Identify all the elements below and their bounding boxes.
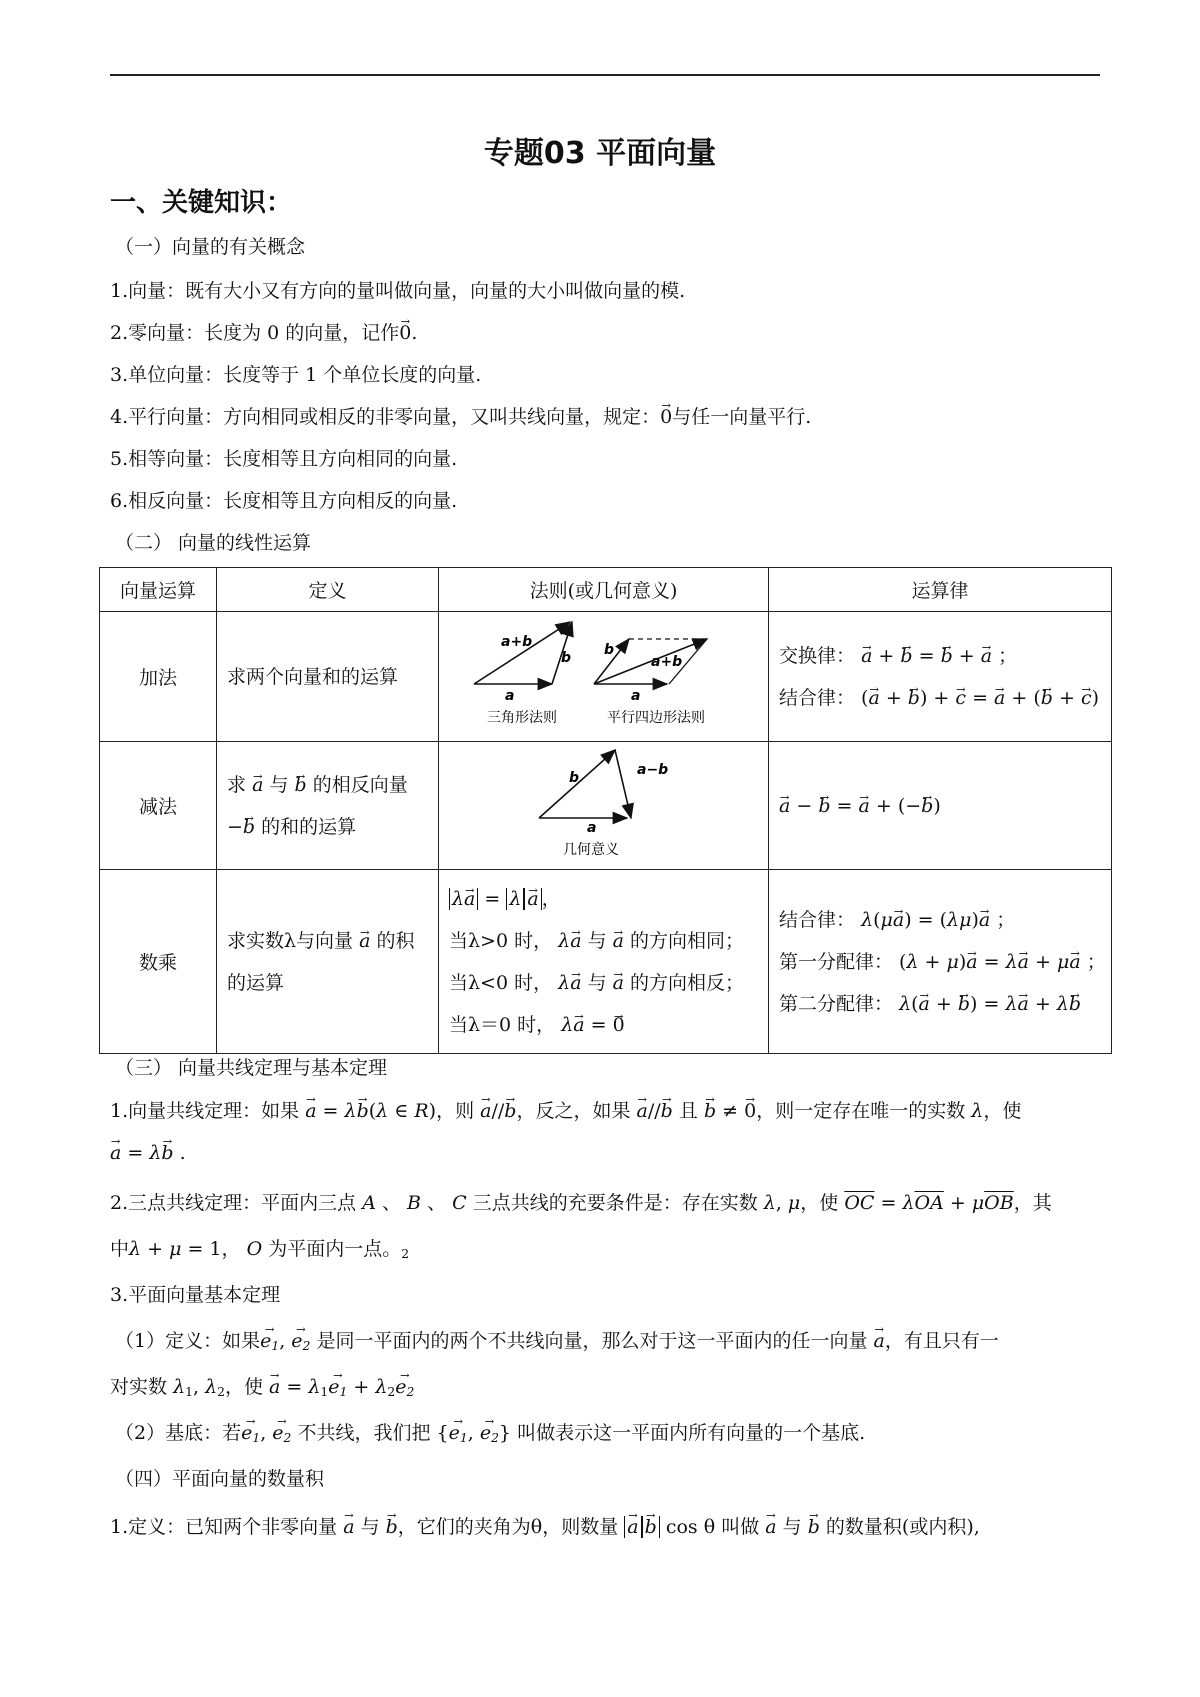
table-header: 运算律 xyxy=(769,568,1112,612)
label-a: a xyxy=(505,688,515,704)
three-point-theorem: 2.三点共线定理：平面内三点 A 、 B 、 C 三点共线的充要条件是：存在实数 λ, μ，使 $\overline{OC} = \lambda\overline{OA} + \mu\overline{OB}$，其 xyxy=(110,1192,1052,1214)
three-point-theorem-cont: 中λ + μ = 1， O 为平面内一点。$_2$ xyxy=(110,1238,410,1262)
concept-item-3: 3.单位向量：长度等于 1 个单位长度的向量. xyxy=(110,364,482,386)
table-header-row xyxy=(100,568,1112,612)
op-definition: 求 → a 与 → b 的相反向量 −→ b 的和的运算 xyxy=(217,742,439,870)
table-row-addition xyxy=(100,612,1112,742)
concepts-title: （一）向量的有关概念 xyxy=(115,236,306,258)
linear-title: （二） 向量的线性运算 xyxy=(115,532,312,554)
collinear-theorem: 1.向量共线定理：如果 → a = λ→ b(λ ∈ R)，则 → a//→ b，反之，如果 → a//→ b 且 → b ≠ → 0，则一定存在唯一的实数 λ，使 xyxy=(110,1096,1021,1123)
associative-law: 结合律： (→ a + → b) + → c = → a + (→ b + → c) xyxy=(779,677,1111,719)
concept-item-6: 6.相反向量：长度相等且方向相反的向量. xyxy=(110,490,458,512)
concept-item-1: 1.向量：既有大小又有方向的量叫做向量，向量的大小叫做向量的模. xyxy=(110,280,686,302)
linear-operations-table xyxy=(99,567,1112,1054)
dot-title: （四）平面向量的数量积 xyxy=(115,1468,325,1490)
addition-figures xyxy=(439,612,769,742)
op-name: 减法 xyxy=(100,742,217,870)
label-b: b xyxy=(604,642,615,658)
first-distributive-law: 第一分配律： (λ + μ)→ a = λ→ a + μ→ a ； xyxy=(779,941,1111,983)
scalar-associative-law: 结合律： λ(μ→ a) = (λμ)→ a ； xyxy=(779,899,1111,941)
scalar-magnitude-rule: λ→ a = λ → a ， xyxy=(449,878,768,920)
scalar-rules xyxy=(439,870,769,1054)
basis-base: （2）基底：若→ $e_1$, → $e_2$ 不共线，我们把 {→ $e_1$, → $e_2$} 叫做表示这一平面内所有向量的一个基底. xyxy=(115,1418,865,1445)
parallelogram-rule-caption: 平行四边形法则 xyxy=(607,710,705,726)
basis-definition: （1）定义：如果→ $e_1$, → $e_2$ 是同一平面内的两个不共线向量，那么对于这一平面内的任一向量 → a，有且只有一 xyxy=(115,1326,999,1353)
basis-theorem-title: 3.平面向量基本定理 xyxy=(110,1284,281,1306)
label-a-plus-b: a+b xyxy=(501,634,533,650)
table-row-subtraction xyxy=(100,742,1112,870)
label-a: a xyxy=(631,688,641,704)
second-distributive-law: 第二分配律： λ(→ a + → b) = λ→ a + λ→ b xyxy=(779,983,1111,1025)
basis-definition-cont: 对实数 $\lambda_1$, $\lambda_2$，使 → $a = \lambda_1\to e_1 + \lambda_2\to e_2$ xyxy=(110,1372,414,1399)
scalar-zero-rule: 当λ＝0 时， λ→ a = → 0 xyxy=(449,1004,768,1046)
section-heading: 一、关键知识： xyxy=(110,188,293,218)
label-a-plus-b: a+b xyxy=(651,654,683,670)
concept-item-2: 2.零向量：长度为 0 的向量，记作→ 0. xyxy=(110,318,417,345)
subtraction-figure xyxy=(439,742,769,870)
theorems-title: （三） 向量共线定理与基本定理 xyxy=(115,1057,388,1079)
label-b: b xyxy=(561,650,572,666)
op-definition: 求实数λ与向量 → a 的积 的运算 xyxy=(217,870,439,1054)
table-row-scalar xyxy=(100,870,1112,1054)
op-name: 数乘 xyxy=(100,870,217,1054)
addition-laws xyxy=(769,612,1112,742)
scalar-negative-rule: 当λ<0 时， λ→ a 与 → a 的方向相反； xyxy=(449,962,768,1004)
label-b: b xyxy=(569,770,580,786)
concept-item-5: 5.相等向量：长度相等且方向相同的向量. xyxy=(110,448,458,470)
table-header: 定义 xyxy=(217,568,439,612)
page-title: 专题03 平面向量 xyxy=(483,136,717,171)
table-header: 向量运算 xyxy=(100,568,217,612)
collinear-theorem-cont: → a = λ→ b . xyxy=(110,1142,186,1164)
dot-definition: 1.定义：已知两个非零向量 → a 与 → b，它们的夹角为θ，则数量 → a → b cos θ 叫做 → a 与 → b 的数量积(或内积), xyxy=(110,1512,980,1539)
subtraction-caption: 几何意义 xyxy=(563,842,619,858)
table-header: 法则(或几何意义) xyxy=(439,568,769,612)
subtraction-diagram xyxy=(439,742,769,864)
triangle-rule-diagram xyxy=(474,622,572,726)
header-rule xyxy=(110,74,1100,76)
triangle-rule-caption: 三角形法则 xyxy=(487,710,557,726)
label-a: a xyxy=(587,820,597,836)
op-definition: 求两个向量和的运算 xyxy=(217,612,439,742)
subtraction-law: → a − → b = → a + (−→ b) xyxy=(769,742,1112,870)
commutative-law: 交换律： → a + → b = → b + → a ； xyxy=(779,635,1111,677)
label-a-minus-b: a−b xyxy=(637,762,669,778)
op-name: 加法 xyxy=(100,612,217,742)
concept-item-4: 4.平行向量：方向相同或相反的非零向量，又叫共线向量，规定：→ 0与任一向量平行. xyxy=(110,402,811,429)
addition-diagram xyxy=(439,612,769,736)
scalar-positive-rule: 当λ>0 时， λ→ a 与 → a 的方向相同； xyxy=(449,920,768,962)
parallelogram-rule-diagram xyxy=(594,639,707,726)
scalar-laws xyxy=(769,870,1112,1054)
